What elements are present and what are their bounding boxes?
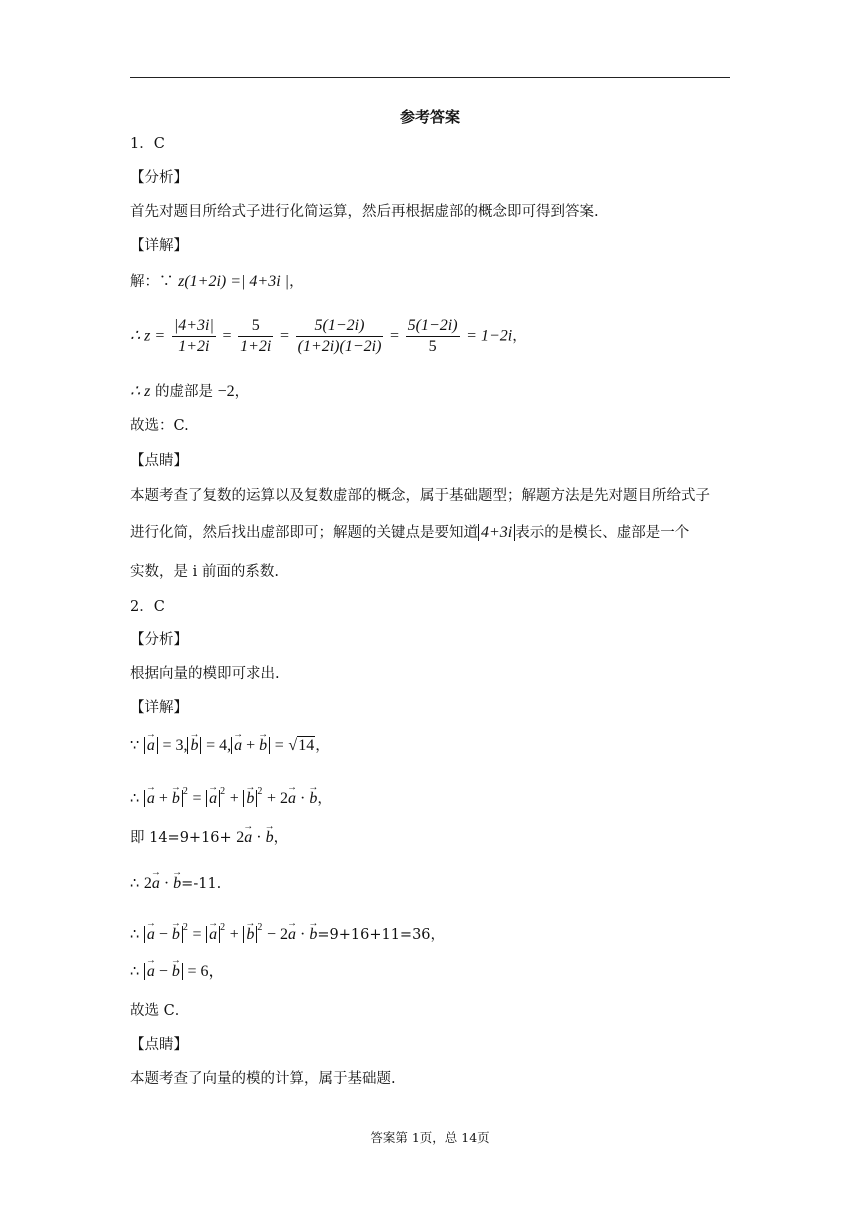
q1-l2-frac-1: $\frac{|4+3i|}{1+2i}$ bbox=[173, 317, 214, 355]
page-title: 参考答案 bbox=[399, 108, 460, 126]
q1-detail-line-3: ∴ z 的虚部是 −2， bbox=[130, 383, 250, 400]
q2-detail-line-3: 即 14=9+16+ 2→ a · → b， bbox=[130, 828, 288, 848]
q1-l2-result: = 1−2i bbox=[466, 327, 513, 345]
header-rule bbox=[130, 77, 730, 78]
q1-choice: 故选：C. bbox=[130, 418, 189, 434]
q1-answer: 1．C bbox=[130, 136, 165, 152]
q1-detail-line-1 bbox=[130, 272, 304, 292]
q1-l2-frac-3: $\frac{5(1-2i)}{(1+2i)(1-2i)}$ bbox=[297, 317, 382, 355]
q1-l1-post: ， bbox=[289, 274, 304, 290]
q1-l2-pre: ∴ z = bbox=[130, 327, 166, 345]
q2-detail-line-1: ∵ → a = 3,→ b = 4,→ a + → b = √14， bbox=[130, 736, 330, 756]
q2-answer: 2．C bbox=[130, 599, 165, 615]
q1-analysis-heading: 【分析】 bbox=[130, 170, 188, 186]
q1-comment-heading: 【点睛】 bbox=[130, 453, 188, 469]
q1-comment-abs: 4+3i bbox=[478, 524, 515, 541]
q2-detail-line-6: ∴ → a − → b = 6， bbox=[130, 962, 225, 982]
q1-detail-heading: 【详解】 bbox=[130, 238, 188, 254]
q1-l1-pre: 解：∵ bbox=[130, 274, 174, 290]
page-footer: 答案第 1页，总 14页 bbox=[370, 1130, 490, 1145]
q2-detail-heading: 【详解】 bbox=[130, 700, 188, 716]
q1-analysis-text: 首先对题目所给式子进行化简运算，然后再根据虚部的概念即可得到答案. bbox=[130, 204, 599, 220]
q1-l2-frac-2: $\frac{5}{1+2i}$ bbox=[240, 317, 272, 355]
q1-l1-expr: z(1+2i) =| 4+3i | bbox=[178, 273, 290, 290]
q2-analysis-text: 根据向量的模即可求出. bbox=[130, 666, 280, 682]
q2-comment-heading: 【点睛】 bbox=[130, 1037, 188, 1053]
q2-detail-line-4: ∴ 2→ a · → b=-11. bbox=[130, 874, 221, 894]
q2-detail-line-2: ∴ → a + → b $^2$ = → a $^2$ + → b $^2$ + 2→ a · → b， bbox=[130, 782, 332, 809]
q1-comment-line-2: 进行化简，然后找出虚部即可；解题的关键点是要知道 4+3i 表示的是模长、虚部是一个 bbox=[130, 524, 690, 541]
q2-detail-line-5: ∴ → a − → b $^2$ = → a $^2$ + → b $^2$ − 2→ a · → b=9+16+11=36， bbox=[130, 918, 445, 945]
q1-comment-line-1: 本题考查了复数的运算以及复数虚部的概念，属于基础题型；解题方法是先对题目所给式子 bbox=[130, 488, 710, 504]
q1-l2-frac-4: $\frac{5(1-2i)}{5}$ bbox=[407, 317, 458, 355]
q2-choice: 故选 C． bbox=[130, 1003, 190, 1019]
q2-comment-line-1: 本题考查了向量的模的计算，属于基础题. bbox=[130, 1071, 396, 1087]
q1-comment-line-3: 实数，是 i 前面的系数. bbox=[130, 564, 279, 580]
q1-detail-line-2: ∴ z = $\frac{|4+3i|}{1+2i}$ = $\frac{5}{1+2i}$ = $\frac{5(1-2i)}{(1+2i)(1-2i)}$ = $\frac{5(1-2i)}{5}$ = 1−2i， bbox=[130, 317, 527, 355]
q2-analysis-heading: 【分析】 bbox=[130, 632, 188, 648]
